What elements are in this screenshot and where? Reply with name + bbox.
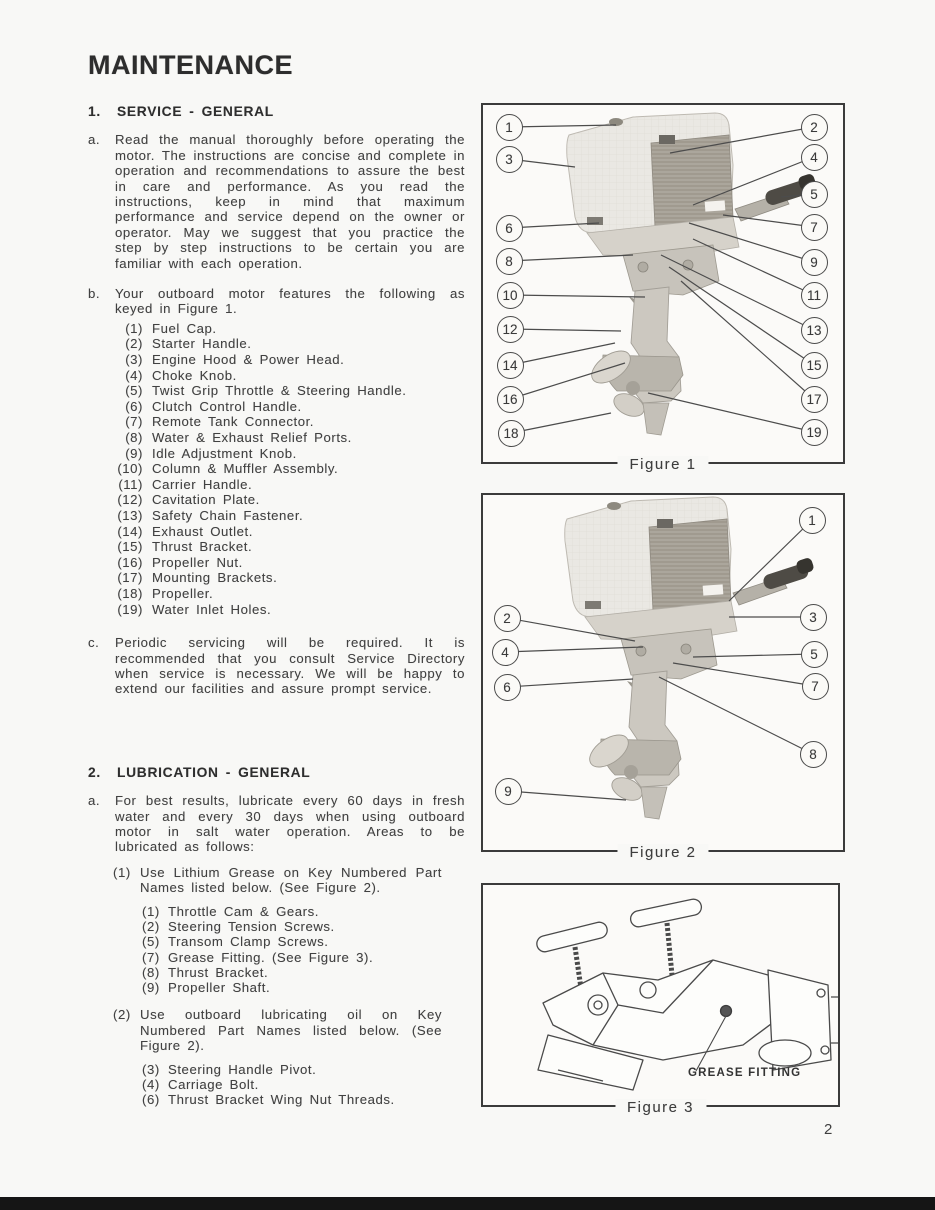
part-number: (10) — [117, 461, 143, 477]
figure-callout-18: 18 — [498, 420, 525, 447]
item-number: (8) — [142, 964, 160, 980]
oil-instructions — [88, 1007, 465, 1107]
parts-list-item — [88, 321, 465, 337]
figure2-caption: Figure 2 — [617, 844, 708, 861]
figure-callout-4: 4 — [492, 639, 519, 666]
part-number: (3) — [125, 352, 143, 368]
item-number: (4) — [142, 1076, 160, 1092]
item-number: (1) — [113, 864, 131, 880]
part-name: Idle Adjustment Knob. — [152, 445, 297, 461]
scan-artifact-bar — [0, 1197, 935, 1210]
item-number: (5) — [142, 934, 160, 950]
part-number: (19) — [117, 601, 143, 617]
paragraph-service-c — [88, 635, 465, 697]
item-number: (1) — [142, 903, 160, 919]
parts-list-item — [88, 477, 465, 493]
figure-callout-11: 11 — [801, 282, 828, 309]
part-name: Twist Grip Throttle & Steering Handle. — [152, 383, 407, 399]
figure-callout-10: 10 — [497, 282, 524, 309]
paragraph-label: c. — [88, 635, 100, 651]
parts-list-item — [88, 430, 465, 446]
figure-callout-9: 9 — [801, 249, 828, 276]
item-name: Thrust Bracket Wing Nut Threads. — [168, 1092, 395, 1108]
part-number: (13) — [117, 508, 143, 523]
figure-callout-1: 1 — [799, 507, 826, 534]
item-name: Carriage Bolt. — [168, 1076, 259, 1092]
figure3-caption: Figure 3 — [615, 1099, 706, 1116]
parts-list-item — [88, 446, 465, 462]
lubrication-item — [142, 950, 465, 965]
parts-list-item — [88, 352, 465, 368]
grease-items-list — [142, 904, 465, 996]
part-number: (1) — [125, 320, 143, 336]
figure-callout-13: 13 — [801, 317, 828, 344]
paragraph-service-b — [88, 286, 465, 317]
item-number: (7) — [142, 949, 160, 965]
figure-callout-8: 8 — [496, 248, 523, 275]
item-name: Steering Handle Pivot. — [168, 1061, 317, 1077]
part-number: (12) — [117, 492, 143, 508]
parts-list-item — [88, 602, 465, 618]
part-name: Exhaust Outlet. — [152, 523, 253, 539]
part-number: (6) — [125, 398, 143, 414]
lubrication-item — [142, 904, 465, 919]
figure-callout-19: 19 — [801, 419, 828, 446]
parts-list — [88, 321, 465, 617]
page-number: 2 — [824, 1121, 833, 1138]
part-number: (4) — [125, 367, 143, 383]
part-name: Cavitation Plate. — [152, 492, 260, 508]
part-number: (15) — [117, 539, 143, 555]
figure-callout-2: 2 — [801, 114, 828, 141]
figure-callout-4: 4 — [801, 144, 828, 171]
part-name: Column & Muffler Assembly. — [152, 461, 339, 477]
figure-callout-1: 1 — [496, 114, 523, 141]
section-number: 2. — [88, 764, 101, 780]
part-number: (2) — [125, 336, 143, 352]
figure-callout-3: 3 — [800, 604, 827, 631]
part-name: Water & Exhaust Relief Ports. — [152, 430, 352, 446]
lubrication-item — [142, 1092, 465, 1107]
part-name: Thrust Bracket. — [152, 539, 253, 555]
lubrication-item — [142, 934, 465, 949]
oil-intro — [113, 1007, 465, 1053]
paragraph-text: Your outboard motor features the following as keyed in Figure 1. — [115, 286, 465, 317]
part-number: (11) — [118, 476, 143, 492]
part-name: Choke Knob. — [152, 367, 237, 383]
item-name: Transom Clamp Screws. — [168, 934, 329, 950]
figure-callout-16: 16 — [497, 386, 524, 413]
item-name: Throttle Cam & Gears. — [168, 903, 319, 919]
part-name: Propeller Nut. — [152, 554, 243, 570]
part-number: (18) — [117, 585, 143, 601]
lubrication-item — [142, 1062, 465, 1077]
paragraph-lubrication-a — [88, 793, 465, 855]
item-number: (2) — [142, 918, 160, 934]
paragraph-service-a — [88, 132, 465, 271]
part-number: (16) — [117, 554, 143, 570]
figure-callout-7: 7 — [802, 673, 829, 700]
parts-list-item — [88, 336, 465, 352]
parts-list-item — [88, 461, 465, 477]
parts-list-item — [88, 399, 465, 415]
paragraph-text: Periodic servicing will be required. It is recommended that you consult Service Directory when service is necessary. We will be happy to extend our facilities and assure prompt service. — [115, 635, 465, 697]
figure1-caption: Figure 1 — [617, 456, 708, 473]
figure-2 — [481, 493, 845, 861]
grease-instructions — [88, 865, 465, 996]
paragraph-label: a. — [88, 132, 101, 148]
figure-callout-15: 15 — [801, 352, 828, 379]
section-title: SERVICE - GENERAL — [117, 104, 274, 119]
part-name: Mounting Brackets. — [152, 570, 278, 586]
part-name: Carrier Handle. — [152, 476, 253, 492]
section-heading-lubrication — [88, 765, 465, 780]
item-name: Thrust Bracket. — [168, 964, 269, 980]
lubrication-item — [142, 1077, 465, 1092]
item-number: (3) — [142, 1061, 160, 1077]
grease-intro — [113, 865, 465, 896]
part-name: Propeller. — [152, 585, 214, 601]
parts-list-item — [88, 383, 465, 399]
item-name: Propeller Shaft. — [168, 980, 271, 996]
parts-list-item — [88, 586, 465, 602]
figure1-callouts — [483, 105, 843, 462]
parts-list-item — [88, 539, 465, 555]
item-number: (2) — [113, 1007, 131, 1023]
lubrication-item — [142, 980, 465, 995]
item-name: Grease Fitting. (See Figure 3). — [168, 949, 374, 965]
parts-list-item — [88, 508, 465, 524]
part-name: Clutch Control Handle. — [152, 398, 302, 414]
section-title: LUBRICATION - GENERAL — [117, 764, 311, 780]
lubrication-item — [142, 919, 465, 934]
part-name: Remote Tank Connector. — [152, 414, 314, 430]
figure-callout-6: 6 — [496, 215, 523, 242]
part-number: (17) — [117, 570, 143, 586]
figure2-callouts — [483, 495, 843, 850]
text-column — [88, 104, 465, 1120]
paragraph-text: Read the manual thoroughly before operating the motor. The instructions are concise and complete in operation and recommendations to assure the best in care and performance. As you read the instructions, keep in mind that maximum performance and service depend on the owner or operator. May we suggest that you practice the step by step instructions to be certain you are familiar with each operation. — [115, 132, 465, 271]
part-number: (9) — [125, 445, 143, 461]
figure-callout-8: 8 — [800, 741, 827, 768]
figure-callout-2: 2 — [494, 605, 521, 632]
part-number: (8) — [125, 430, 143, 446]
part-name: Safety Chain Fastener. — [152, 508, 304, 523]
part-name: Water Inlet Holes. — [152, 601, 272, 617]
section-number: 1. — [88, 104, 101, 119]
part-name: Engine Hood & Power Head. — [152, 352, 345, 368]
item-number: (9) — [142, 980, 160, 996]
parts-list-item — [88, 414, 465, 430]
part-number: (14) — [117, 523, 143, 539]
lubrication-item — [142, 965, 465, 980]
figure-callout-6: 6 — [494, 674, 521, 701]
parts-list-item — [88, 570, 465, 586]
figure-callout-5: 5 — [801, 181, 828, 208]
parts-list-item — [88, 524, 465, 540]
page-title: MAINTENANCE — [88, 50, 293, 80]
figure-callout-5: 5 — [801, 641, 828, 668]
figure-callout-12: 12 — [497, 316, 524, 343]
figure-callout-3: 3 — [496, 146, 523, 173]
figure-callout-9: 9 — [495, 778, 522, 805]
part-number: (7) — [125, 414, 143, 430]
figure-callout-14: 14 — [497, 352, 524, 379]
part-number: (5) — [125, 383, 143, 399]
paragraph-label: a. — [88, 793, 101, 809]
parts-list-item — [88, 368, 465, 384]
oil-items-list — [142, 1062, 465, 1108]
paragraph-text: For best results, lubricate every 60 days in fresh water and every 30 days when using outboard motor in salt water operation. Areas to be lubricated as follows: — [115, 793, 465, 855]
paragraph-label: b. — [88, 286, 101, 302]
figure-callout-17: 17 — [801, 386, 828, 413]
figure-1 — [481, 103, 845, 473]
paragraph-text: Use Lithium Grease on Key Numbered Part Names listed below. (See Figure 2). — [140, 864, 442, 896]
part-name: Starter Handle. — [152, 336, 252, 352]
part-name: Fuel Cap. — [152, 320, 217, 336]
paragraph-text: Use outboard lubricating oil on Key Numbered Part Names listed below. (See Figure 2). — [140, 1007, 442, 1054]
section-heading-service — [88, 104, 465, 119]
figure-callout-7: 7 — [801, 214, 828, 241]
item-name: Steering Tension Screws. — [168, 918, 335, 934]
parts-list-item — [88, 492, 465, 508]
grease-fitting-label: GREASE FITTING — [688, 1067, 802, 1079]
figure-3 — [481, 883, 840, 1116]
item-number: (6) — [142, 1092, 160, 1108]
parts-list-item — [88, 555, 465, 571]
